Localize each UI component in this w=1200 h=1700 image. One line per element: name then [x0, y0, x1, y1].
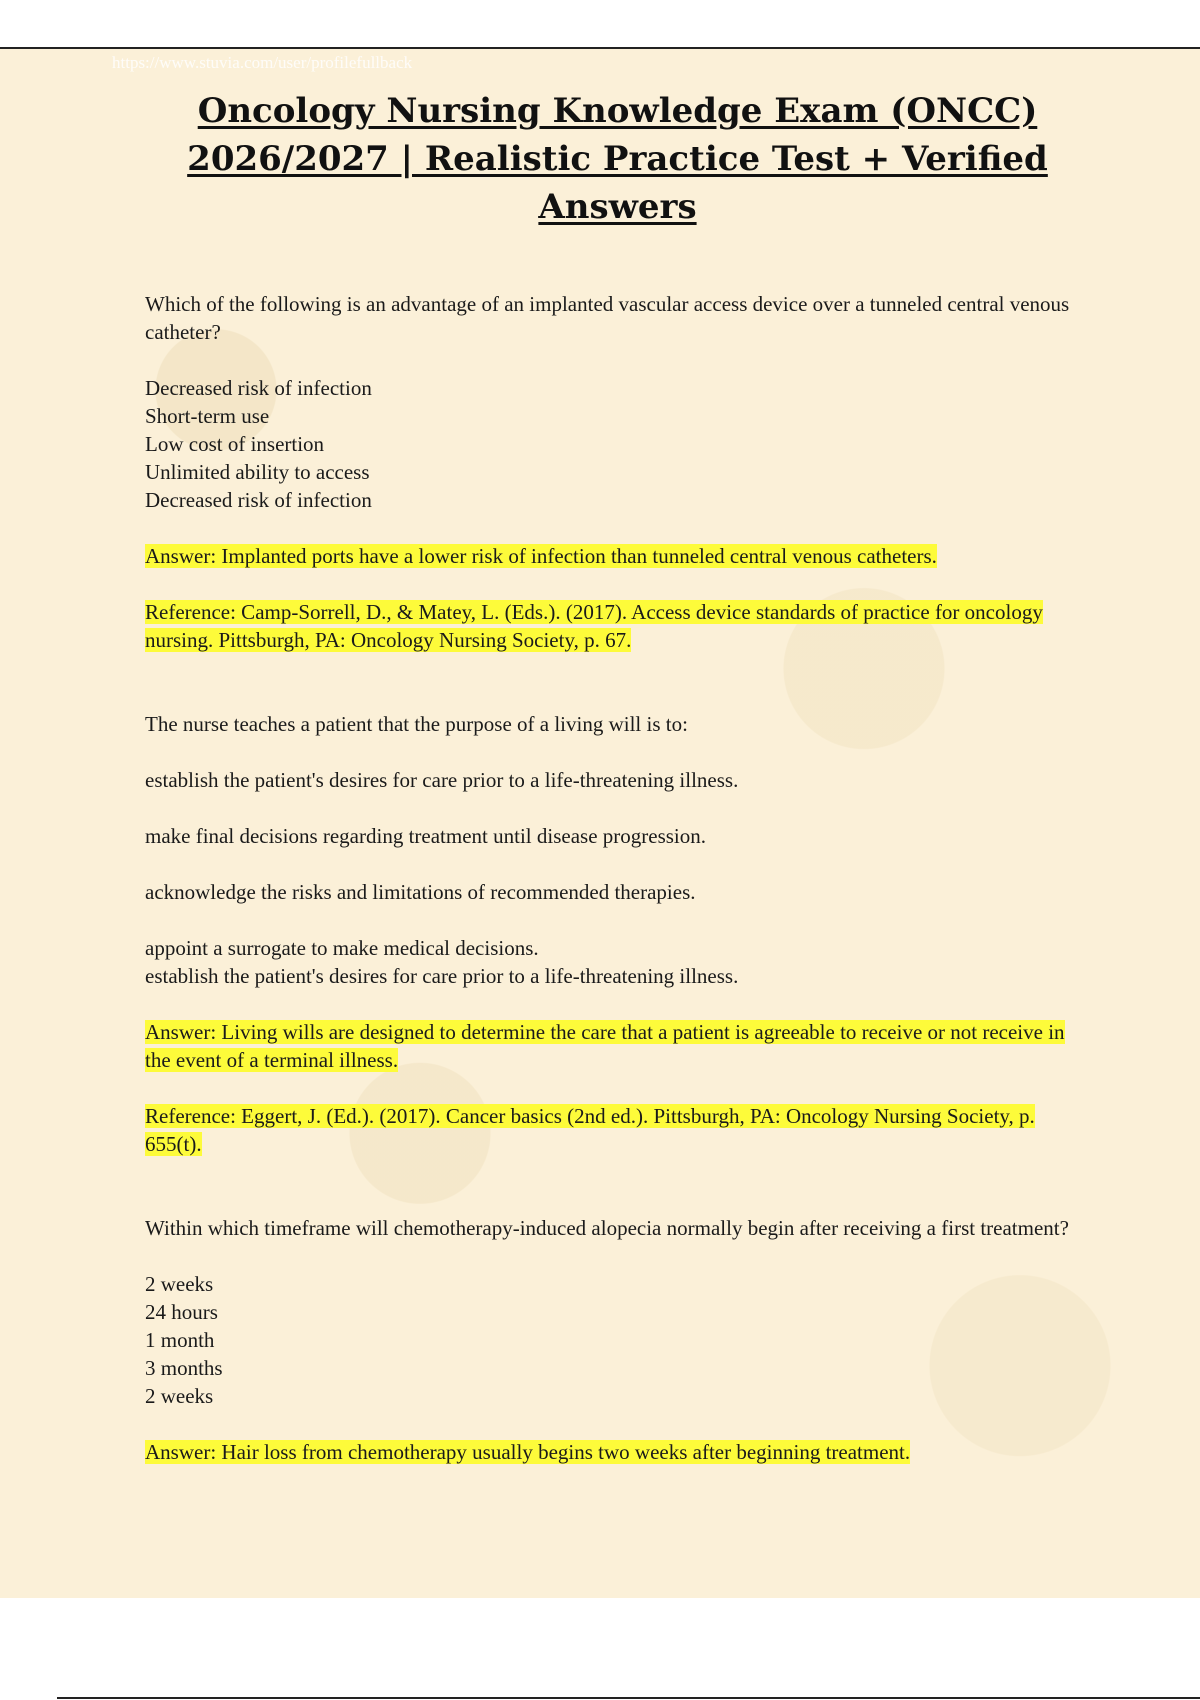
question-block-3	[145, 1214, 1095, 1466]
document-title: Oncology Nursing Knowledge Exam (ONCC) 2026/2027 | Realistic Practice Test + Verified Answers	[187, 90, 1048, 227]
reference-highlight: Reference: Camp-Sorrell, D., & Matey, L. (Eds.). (2017). Access device standards of practice for oncology nursing. Pittsburgh, PA: Oncology Nursing Society, p. 67.	[145, 600, 1043, 652]
answer-highlight: Answer: Living wills are designed to determine the care that a patient is agreeable to receive or not receive in the event of a terminal illness.	[145, 1020, 1065, 1072]
question-block-1	[145, 290, 1095, 654]
question-block-2	[145, 710, 1095, 1158]
option-item: Decreased risk of infection	[145, 488, 372, 512]
option-item: appoint a surrogate to make medical decisions.	[145, 936, 539, 960]
option-item: acknowledge the risks and limitations of recommended therapies.	[145, 880, 696, 904]
option-list	[145, 934, 1095, 990]
watermark-url: https://www.stuvia.com/user/profilefullback	[112, 53, 413, 72]
option-item: establish the patient's desires for care prior to a life-threatening illness.	[145, 768, 739, 792]
option-item: Short-term use	[145, 404, 270, 428]
answer-line	[145, 1018, 1095, 1074]
option-item: 24 hours	[145, 1300, 218, 1324]
answer-highlight: Answer: Hair loss from chemotherapy usually begins two weeks after beginning treatment.	[145, 1440, 911, 1464]
option-item: make final decisions regarding treatment until disease progression.	[145, 824, 707, 848]
bottom-rule	[57, 1697, 1200, 1699]
answer-line	[145, 542, 1095, 570]
option-item: Unlimited ability to access	[145, 460, 370, 484]
option-list	[145, 1270, 1095, 1410]
option-item: 2 weeks	[145, 1272, 214, 1296]
answer-highlight: Answer: Implanted ports have a lower risk of infection than tunneled central venous catheters.	[145, 544, 937, 568]
reference-line	[145, 598, 1095, 654]
reference-line	[145, 1102, 1095, 1158]
answer-line	[145, 1438, 1095, 1466]
reference-highlight: Reference: Eggert, J. (Ed.). (2017). Cancer basics (2nd ed.). Pittsburgh, PA: Oncology Nursing Society, p. 655(t).	[145, 1104, 1035, 1156]
option-item: Decreased risk of infection	[145, 376, 372, 400]
question-text: Within which timeframe will chemotherapy-induced alopecia normally begin after receiving a first treatment?	[145, 1216, 1069, 1240]
option-item: 2 weeks	[145, 1384, 214, 1408]
option-item: establish the patient's desires for care prior to a life-threatening illness.	[145, 964, 739, 988]
question-text: The nurse teaches a patient that the purpose of a living will is to:	[145, 712, 688, 736]
option-item: 1 month	[145, 1328, 215, 1352]
option-list	[145, 374, 1095, 514]
question-text: Which of the following is an advantage of an implanted vascular access device over a tunneled central venous catheter?	[145, 292, 1070, 344]
document-content	[145, 290, 1095, 1494]
option-item: Low cost of insertion	[145, 432, 325, 456]
option-item: 3 months	[145, 1356, 223, 1380]
